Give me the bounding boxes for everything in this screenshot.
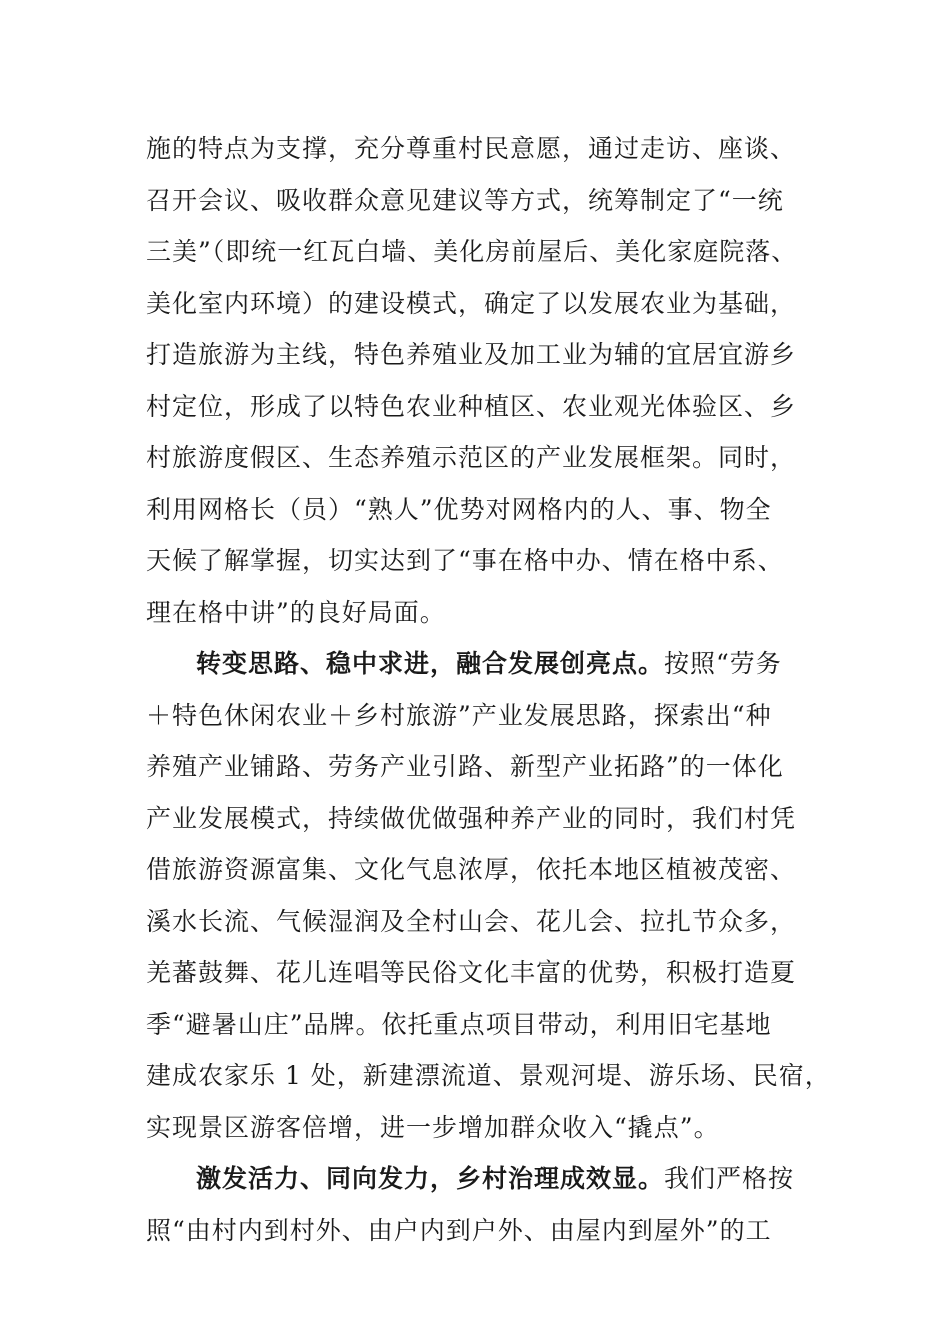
paragraph-2-first-line-rest: 按照“劳务: [664, 649, 782, 678]
paragraph-1-line-8: 利用网格长（员）“熟人”优势对网格内的人、事、物全: [146, 495, 772, 524]
paragraph-2-line-10: 实现景区游客倍增，进一步增加群众收入“撬点”。: [146, 1113, 720, 1142]
paragraph-2-line-9: 建成农家乐 1 处，新建漂流道、景观河堤、游乐场、民宿，: [146, 1061, 831, 1090]
paragraph-2-line-2: ＋特色休闲农业＋乡村旅游”产业发展思路，探索出“种: [146, 701, 772, 730]
paragraph-2-first-line: [196, 644, 782, 684]
paragraph-1-line-9: 天候了解掌握，切实达到了“事在格中办、情在格中系、: [146, 546, 784, 575]
paragraph-1-line-6: 村定位，形成了以特色农业种植区、农业观光体验区、乡: [146, 392, 797, 421]
paragraph-1-line-10: 理在格中讲”的良好局面。: [146, 598, 446, 627]
paragraph-2-line-4: 产业发展模式，持续做优做强种养产业的同时，我们村凭: [146, 804, 797, 833]
paragraph-2-line-7: 羌蕃鼓舞、花儿连唱等民俗文化丰富的优势，积极打造夏: [146, 958, 797, 987]
paragraph-1-line-5: 打造旅游为主线，特色养殖业及加工业为辅的宜居宜游乡: [146, 340, 797, 369]
paragraph-2-line-3: 养殖产业铺路、劳务产业引路、新型产业拓路”的一体化: [146, 752, 784, 781]
paragraph-1-line-1: 施的特点为支撑，充分尊重村民意愿，通过走访、座谈、: [146, 134, 797, 163]
paragraph-1-line-3: 三美”（即统一红瓦白墙、美化房前屋后、美化家庭院落、: [146, 237, 798, 266]
paragraph-1-line-2: 召开会议、吸收群众意见建议等方式，统筹制定了“一统: [146, 186, 784, 215]
paragraph-2-heading: 转变思路、稳中求进，融合发展创亮点。: [196, 649, 665, 678]
paragraph-1-line-7: 村旅游度假区、生态养殖示范区的产业发展框架。同时，: [146, 443, 797, 472]
paragraph-2-line-8: 季“避暑山庄”品牌。依托重点项目带动，利用旧宅基地: [146, 1010, 772, 1039]
paragraph-1-line-4: 美化室内环境）的建设模式，确定了以发展农业为基础，: [146, 289, 797, 318]
paragraph-3-first-line-rest: 我们严格按: [664, 1164, 795, 1193]
paragraph-3-first-line: [196, 1159, 794, 1199]
paragraph-3-line-2: 照“由村内到村外、由户内到户外、由屋内到屋外”的工: [146, 1216, 772, 1245]
paragraph-2-line-5: 借旅游资源富集、文化气息浓厚，依托本地区植被茂密、: [146, 855, 797, 884]
paragraph-3-heading: 激发活力、同向发力，乡村治理成效显。: [196, 1164, 665, 1193]
paragraph-2-line-6: 溪水长流、气候湿润及全村山会、花儿会、拉扎节众多，: [146, 907, 797, 936]
